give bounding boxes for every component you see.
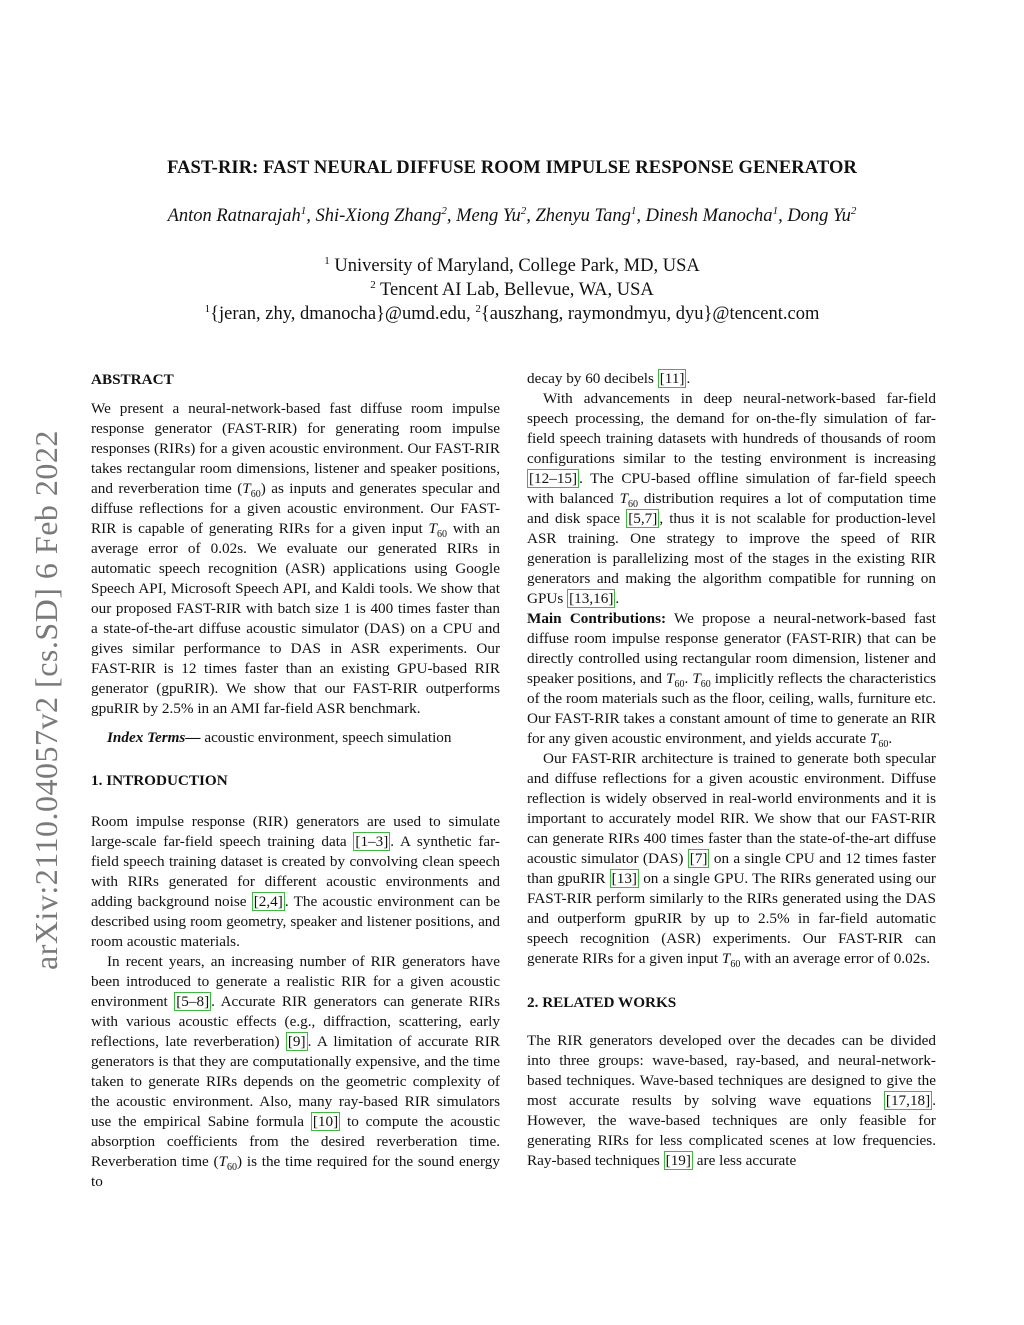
author: Anton Ratnarajah <box>167 206 301 226</box>
citation-link[interactable]: [5,7] <box>628 510 658 527</box>
abstract-heading: ABSTRACT <box>91 371 174 388</box>
affiliation-1: $^1$ University of Maryland, College Park, MD, USA <box>324 254 700 276</box>
related-works-heading: 2. RELATED WORKS <box>527 994 677 1011</box>
citation-link[interactable]: [11] <box>659 370 685 387</box>
citation-link[interactable]: [2,4] <box>253 893 283 910</box>
author: Zhenyu Tang <box>535 206 631 226</box>
abstract-text: We present a neural-network-based fast diffuse room impulse response generator (FAST-RIR) for generating room impulse responses (RIRs) for a given acoustic environment. Our FAST-RIR takes rectangular room dimensions, listener and speaker positions, and reverberation time $(T_{60})$ as inputs and generates specular and diffuse reflections for a given acoustic environment. Our FAST-RIR is capable of generating RIRs for a given input $T_{60}$ with an average error of 0.02s. We evaluate our generated RIRs in automatic speech recognition (ASR) applications using Google Speech API, Microsoft Speech API, and Kaldi tools. We show that our proposed FAST-RIR with batch size 1 is 400 times faster than a state-of-the-art diffuse acoustic simulator (DAS) on a CPU and gives similar performance to DAS in ASR experiments. Our FAST-RIR is 12 times faster than an existing GPU-based RIR generator (gpuRIR). We show that our FAST-RIR outperforms gpuRIR by 2.5% in an AMI far-field ASR benchmark. <box>91 400 500 717</box>
left-column <box>91 370 500 1192</box>
citation-link[interactable]: [17,18] <box>885 1092 931 1109</box>
author-emails: $^1${jeran, zhy, dmanocha}@umd.edu, $^2${auszhang, raymondmyu, dyu}@tencent.com <box>204 302 820 324</box>
citation-link[interactable]: [19] <box>665 1152 691 1169</box>
citation-link[interactable]: [13,16] <box>569 590 614 607</box>
author: Meng Yu <box>456 206 521 226</box>
intro-heading: 1. INTRODUCTION <box>91 772 228 789</box>
right-column <box>527 369 936 1171</box>
intro-paragraph-4: Our FAST-RIR architecture is trained to generate both specular and diffuse reflections for a given acoustic environment. Diffuse reflection is widely observed in real-world environments and it is important to accurately model RIR. We show that our FAST-RIR can generate RIRs 400 times faster than the state-of-the-art diffuse acoustic simulator (DAS) [7] on a single CPU and 12 times faster than gpuRIR [13] on a single GPU. The RIRs generated using our FAST-RIR perform similarly to the RIRs generated using the DAS and outperform gpuRIR by up to 2.5% in far-field automatic speech recognition (ASR) experiments. Our FAST-RIR can generate RIRs for a given input $T_{60}$ with an average error of 0.02s. <box>527 750 936 971</box>
related-works-paragraph: The RIR generators developed over the decades can be divided into three groups: wave-based, ray-based, and neural-network-based techniques. Wave-based techniques are designed to give the most accurate results by solving wave equations [17,18] . However, the wave-based techniques are only feasible for generating RIRs for less complicated scenes at low frequencies. Ray-based techniques [19] are less accurate <box>527 1032 936 1169</box>
author: Dinesh Manocha <box>645 206 773 226</box>
citation-link[interactable]: [13] <box>611 870 637 887</box>
arxiv-id-text: arXiv:2110.04057v2 [cs.SD] 6 Feb 2022 <box>28 430 64 970</box>
author-list: Anton Ratnarajah$^1$, Shi-Xiong Zhang$^2$, Meng Yu$^2$, Zhenyu Tang$^1$, Dinesh Manocha$^1$, Dong Yu$^2$ <box>167 204 857 226</box>
author: Dong Yu <box>787 206 851 226</box>
citation-link[interactable]: [1–3] <box>355 833 389 850</box>
citation-link[interactable]: [9] <box>287 1033 306 1050</box>
affiliations <box>90 254 934 326</box>
affiliation-2: $^2$ Tencent AI Lab, Bellevue, WA, USA <box>370 278 654 300</box>
author: Shi-Xiong Zhang <box>315 206 442 226</box>
intro-paragraph-3: With advancements in deep neural-network-based far-field speech processing, the demand for on-the-fly simulation of far-field speech training datasets with hundreds of thousands of room configurations similar to the testing environment is increasing [12–15] . The CPU-based offline simulation of far-field speech with balanced $T_{60}$ distribution requires a lot of computation time and disk space [5,7] , thus it is not scalable for production-level ASR training. One strategy to improve the speed of RIR generation is parallelizing most of the stages in the existing RIR generators and making the algorithm compatible for running on GPUs [13,16] . <box>527 390 937 607</box>
citation-link[interactable]: [12–15] <box>529 470 578 487</box>
intro-paragraph-2-cont: decay by 60 decibels [11] . <box>527 370 691 387</box>
paper-title: FAST-RIR: FAST NEURAL DIFFUSE ROOM IMPULSE RESPONSE GENERATOR <box>167 158 857 178</box>
main-contributions: Main Contributions: We propose a neural-network-based fast diffuse room impulse response generator (FAST-RIR) that can be directly controlled using rectangular room dimension, listener and speaker positions, and $T_{60}$. $T_{60}$ implicitly reflects the characteristics of the room materials such as the floor, ceiling, walls, furniture etc. Our FAST-RIR takes a constant amount of time to generate an RIR for any given acoustic environment, and yields accurate $T_{60}$. <box>527 610 937 751</box>
intro-paragraph-2: In recent years, an increasing number of RIR generators have been introduced to generate a realistic RIR for a given acoustic environment [5–8] . Accurate RIR generators can generate RIRs with various acoustic effects (e.g., diffraction, scattering, early reflections, late reverberation) [9] . A limitation of accurate RIR generators is that they are computationally expensive, and the time taken to generate RIRs depends on the geometric complexity of the acoustic environment. Also, many ray-based RIR simulators use the empirical Sabine formula [10] to compute the acoustic absorption coefficients from the desired reverberation time. Reverberation time $(T_{60})$ is the time required for the sound energy to <box>91 953 500 1190</box>
index-terms: Index Terms— acoustic environment, speech simulation <box>107 729 452 746</box>
intro-paragraph-1: Room impulse response (RIR) generators are used to simulate large-scale far-field speech training data [1–3] . A synthetic far-field speech training dataset is created by convolving clean speech with RIRs generated for different acoustic environments and adding background noise [2,4] . The acoustic environment can be described using room geometry, speaker and listener positions, and room acoustic materials. <box>91 813 500 950</box>
citation-link[interactable]: [7] <box>689 850 708 867</box>
citation-link[interactable]: [10] <box>312 1113 339 1130</box>
citation-link[interactable]: [5–8] <box>176 993 210 1010</box>
